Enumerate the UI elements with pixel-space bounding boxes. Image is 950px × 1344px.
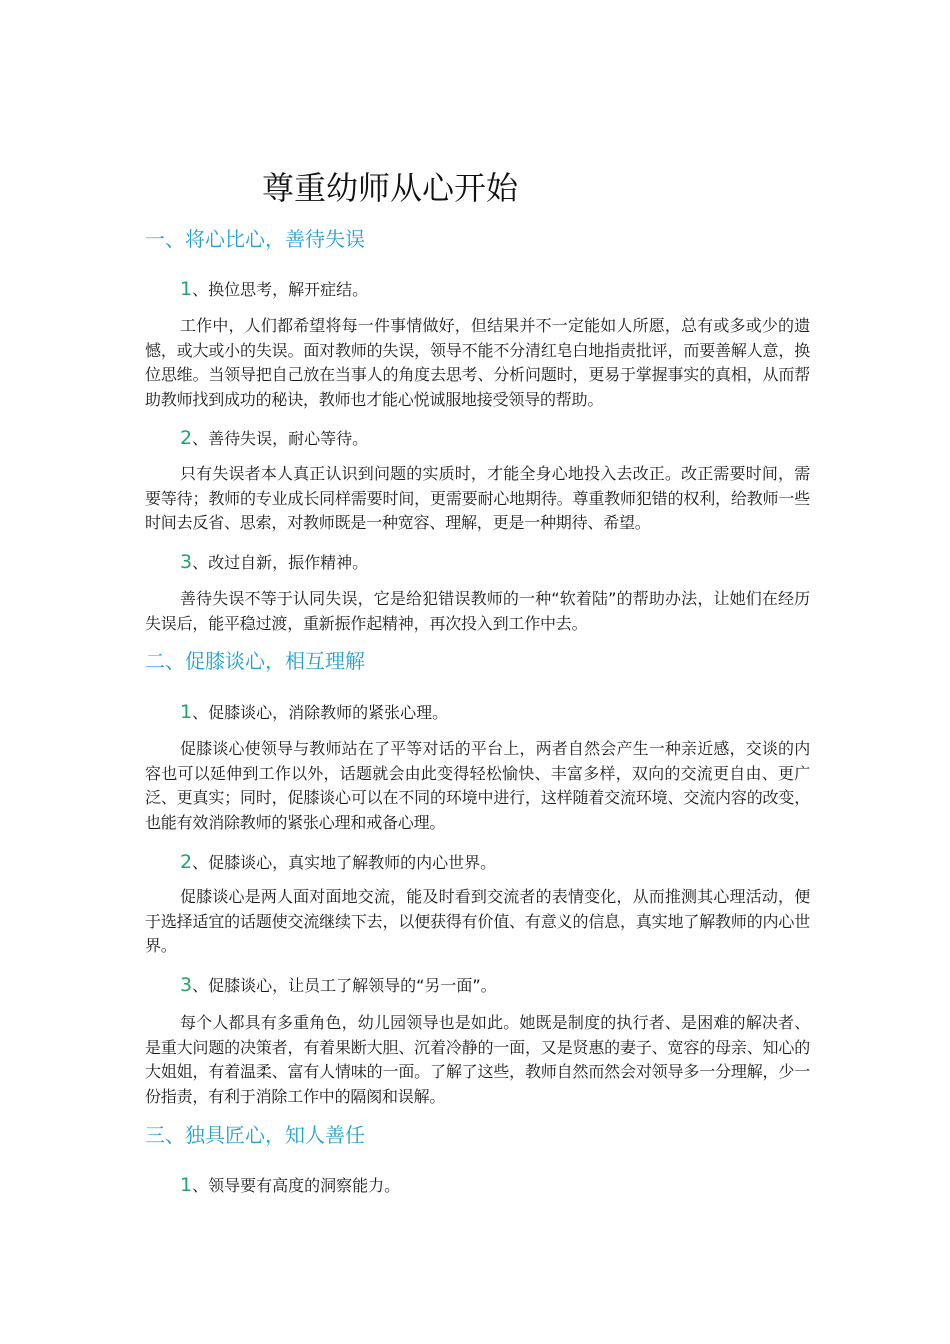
paragraph-2-3: 每个人都具有多重角色，幼儿园领导也是如此。她既是制度的执行者、是困难的解决者、是重大问题的决策者，有着果断大胆、沉着冷静的一面，又是贤惠的妻子、宽容的母亲、知心的大姐姐，有着温柔、富有人情味的一面。了解了这些，教师自然而然会对领导多一分理解，少一份指责，有利于消除工作中的隔阂和误解。 <box>145 1013 810 1106</box>
subheading-number: 1 <box>180 701 193 723</box>
subheading-2-1 <box>180 698 448 727</box>
section-heading-3: 三、独具匠心，知人善任 <box>145 1123 365 1147</box>
subheading-text: 、促膝谈心，真实地了解教师的内心世界。 <box>192 853 497 872</box>
subheading-text: 、促膝谈心，让员工了解领导的“另一面”。 <box>192 976 497 995</box>
subheading-2-2 <box>180 848 496 877</box>
subheading-2-3 <box>180 971 497 1000</box>
subheading-1-3 <box>180 548 368 577</box>
subheading-text: 、换位思考，解开症结。 <box>192 280 369 299</box>
subheading-3-1 <box>180 1171 400 1200</box>
subheading-number: 3 <box>180 551 193 573</box>
subheading-number: 1 <box>180 1174 193 1196</box>
subheading-number: 2 <box>180 427 193 449</box>
subheading-number: 2 <box>180 851 193 873</box>
paragraph-1-1: 工作中，人们都希望将每一件事情做好，但结果并不一定能如人所愿，总有或多或少的遗憾，或大或小的失误。面对教师的失误，领导不能不分清红皂白地指责批评，而要善解人意，换位思维。当领导把自己放在当事人的角度去思考、分析问题时，更易于掌握事实的真相，从而帮助教师找到成功的秘诀，教师也才能心悦诚服地接受领导的帮助。 <box>145 316 810 409</box>
subheading-text: 、善待失误，耐心等待。 <box>192 429 369 448</box>
subheading-1-1 <box>180 275 368 304</box>
subheading-number: 3 <box>180 974 193 996</box>
subheading-text: 、改过自新，振作精神。 <box>192 553 369 572</box>
paragraph-2-2: 促膝谈心是两人面对面地交流，能及时看到交流者的表情变化，从而推测其心理活动，便于选择适宜的话题使交流继续下去，以便获得有价值、有意义的信息，真实地了解教师的内心世界。 <box>145 887 810 955</box>
paragraph-1-2: 只有失误者本人真正认识到问题的实质时，才能全身心地投入去改正。改正需要时间，需要等待；教师的专业成长同样需要时间，更需要耐心地期待。尊重教师犯错的权利，给教师一些时间去反省、思索，对教师既是一种宽容、理解，更是一种期待、希望。 <box>145 464 810 532</box>
subheading-number: 1 <box>180 278 193 300</box>
section-heading-1: 一、将心比心，善待失误 <box>145 227 365 251</box>
paragraph-2-1: 促膝谈心使领导与教师站在了平等对话的平台上，两者自然会产生一种亲近感，交谈的内容也可以延伸到工作以外，话题就会由此变得轻松愉快、丰富多样，双向的交流更自由、更广泛、更真实；同时，促膝谈心可以在不同的环境中进行，这样随着交流环境、交流内容的改变，也能有效消除教师的紧张心理和戒备心理。 <box>145 739 810 832</box>
paragraph-1-3: 善待失误不等于认同失误，它是给犯错误教师的一种“软着陆”的帮助办法，让她们在经历失误后，能平稳过渡，重新振作起精神，再次投入到工作中去。 <box>145 589 810 633</box>
subheading-text: 、促膝谈心，消除教师的紧张心理。 <box>192 703 449 722</box>
subheading-text: 、领导要有高度的洞察能力。 <box>192 1176 401 1195</box>
subheading-1-2 <box>180 424 368 453</box>
document-title: 尊重幼师从心开始 <box>262 169 519 207</box>
section-heading-2: 二、促膝谈心，相互理解 <box>145 649 365 673</box>
